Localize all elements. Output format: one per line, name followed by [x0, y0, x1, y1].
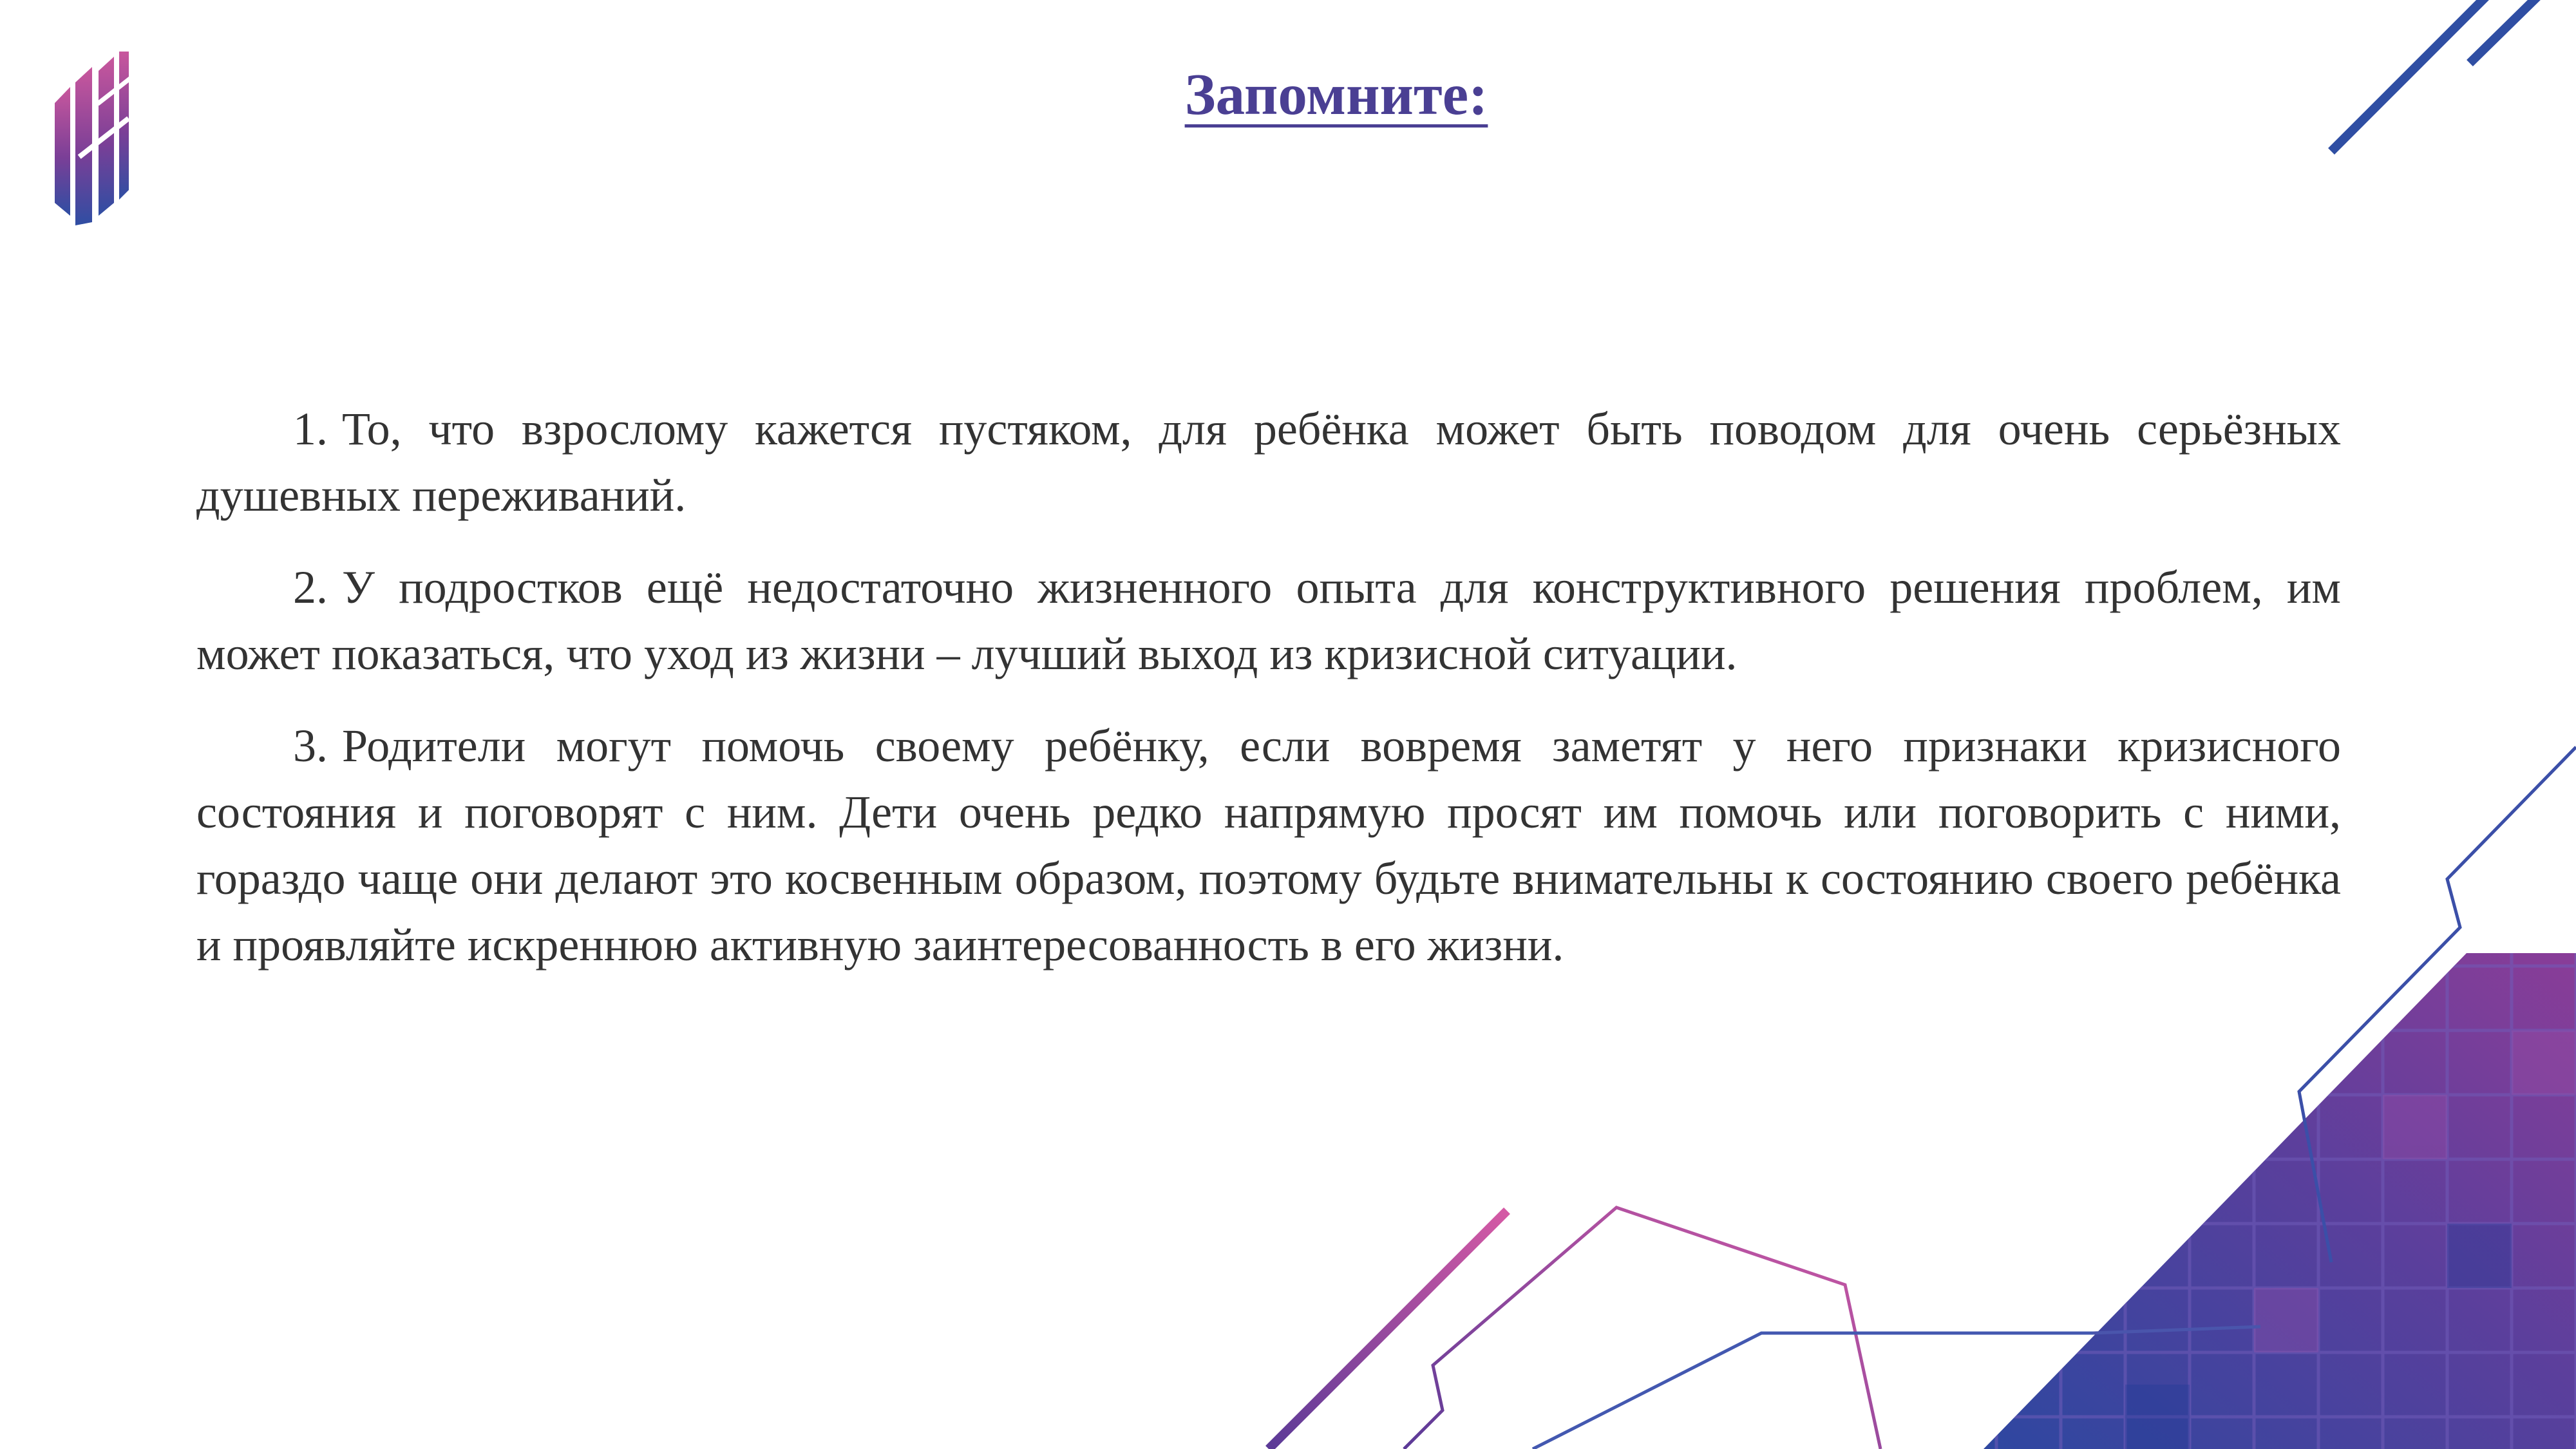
list-item-number: 3. — [293, 720, 328, 772]
list-item-text: То, что взрослому кажется пустяком, для ребёнка может быть поводом для очень серьёзных душевных переживаний. — [196, 403, 2341, 521]
content-list — [196, 396, 2341, 1004]
list-item-text: Родители могут помочь своему ребёнку, если вовремя заметят у него признаки кризисного состояния и поговорят с ним. Дети очень редко напрямую просят им помочь или поговорить с ними, гораздо чаще они делают это косвенным образом, поэтому будьте внимательны к состоянию своего ребёнка и проявляйте искреннюю активную заинтересованность в его жизни. — [196, 720, 2341, 971]
list-item-text: У подростков ещё недостаточно жизненного опыта для конструктивного решения проблем, им может показаться, что уход из жизни – лучший выход из кризисной ситуации. — [196, 562, 2341, 679]
list-item — [196, 396, 2341, 529]
list-item-number: 1. — [293, 403, 328, 455]
list-item — [196, 713, 2341, 978]
slide-title: Запомните: — [1184, 62, 1488, 127]
list-item-number: 2. — [293, 562, 328, 613]
list-item — [196, 554, 2341, 687]
